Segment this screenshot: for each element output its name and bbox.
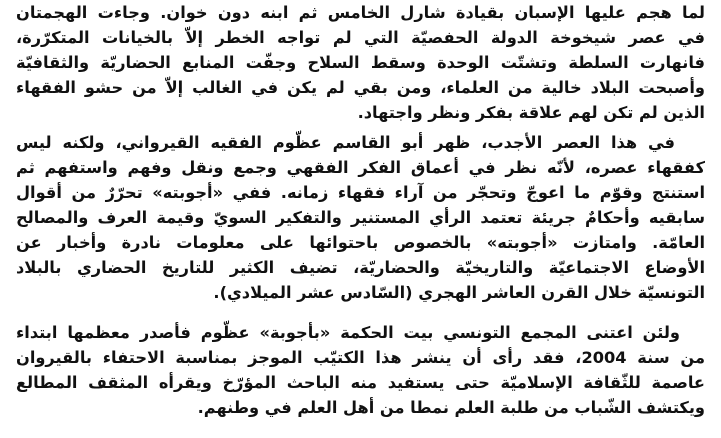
text-line: الأوضاع الاجتماعيّة والتاريخيّة والحضاريّة، تضيف الكثير للتاريخ الحضاري بالبلاد <box>16 258 705 277</box>
text-line: ويكتشف الشّباب من طلبة العلم نمطا من أهل العلم في وطنهم. <box>197 398 705 417</box>
text-line: سابقيه وأحكامٌ جريئة تعتمد الرأي المستنير والتفكير السويّ وقيمة العرف والمصالح <box>16 208 705 227</box>
text-line: وأصبحت البلاد خالية من العلماء، ومن بقي لم يكن في الغالب إلاّ من حشو الفقهاء <box>16 78 705 97</box>
text-line: استنتج وقوّم ما اعوجّ وتحجّر من آراء فقهاء زمانه. ففي «أجوبته» تحرّرٌ من أقوال <box>16 183 705 202</box>
text-line: العامّة. وامتازت «أجوبته» بالخصوص باحتوائها على معلومات نادرة وأخبار عن <box>16 233 705 252</box>
text-line: عاصمة للثّقافة الإسلاميّة حتى يستفيد منه الباحث المؤرّخ ويقرأه المثقف المطالع <box>16 373 705 392</box>
text-line: من سنة 2004، فقد رأى أن ينشر هذا الكتيّب الموجز بمناسبة الاحتفاء بالقيروان <box>16 348 705 367</box>
text-line: لما هجم عليها الإسبان بقيادة شارل الخامس ثم ابنه دون خوان. وجاءت الهجمتان <box>16 3 705 22</box>
text-line: فانهارت السلطة وتشتّت الوحدة وسقط السلاح وجفّت المنابع الحضاريّة والثقافيّة <box>16 53 705 72</box>
text-line: الذين لم تكن لهم علاقة بفكر ونظر واجتهاد. <box>357 103 705 122</box>
text-line: التونسيّة خلال القرن العاشر الهجري (السّادس عشر الميلادي). <box>213 283 705 302</box>
text-line: كفقهاء عصره، لأنّه نظر في أعماق الفكر الفقهي وجمع ونقل وفهم واستفهم ثم <box>16 158 705 177</box>
text-line: في عصر شيخوخة الدولة الحفصيّة التي لم تواجه الخطر إلاّ بالخيانات المتكرّرة، <box>16 28 705 47</box>
text-line: ولئن اعتنى المجمع التونسي بيت الحكمة «بأجوبة» عظّوم فأصدر معظمها ابتداء <box>16 323 680 342</box>
text-line: في هذا العصر الأجدب، ظهر أبو القاسم عظّوم الفقيه القيرواني، ولكنه ليس <box>16 133 675 152</box>
